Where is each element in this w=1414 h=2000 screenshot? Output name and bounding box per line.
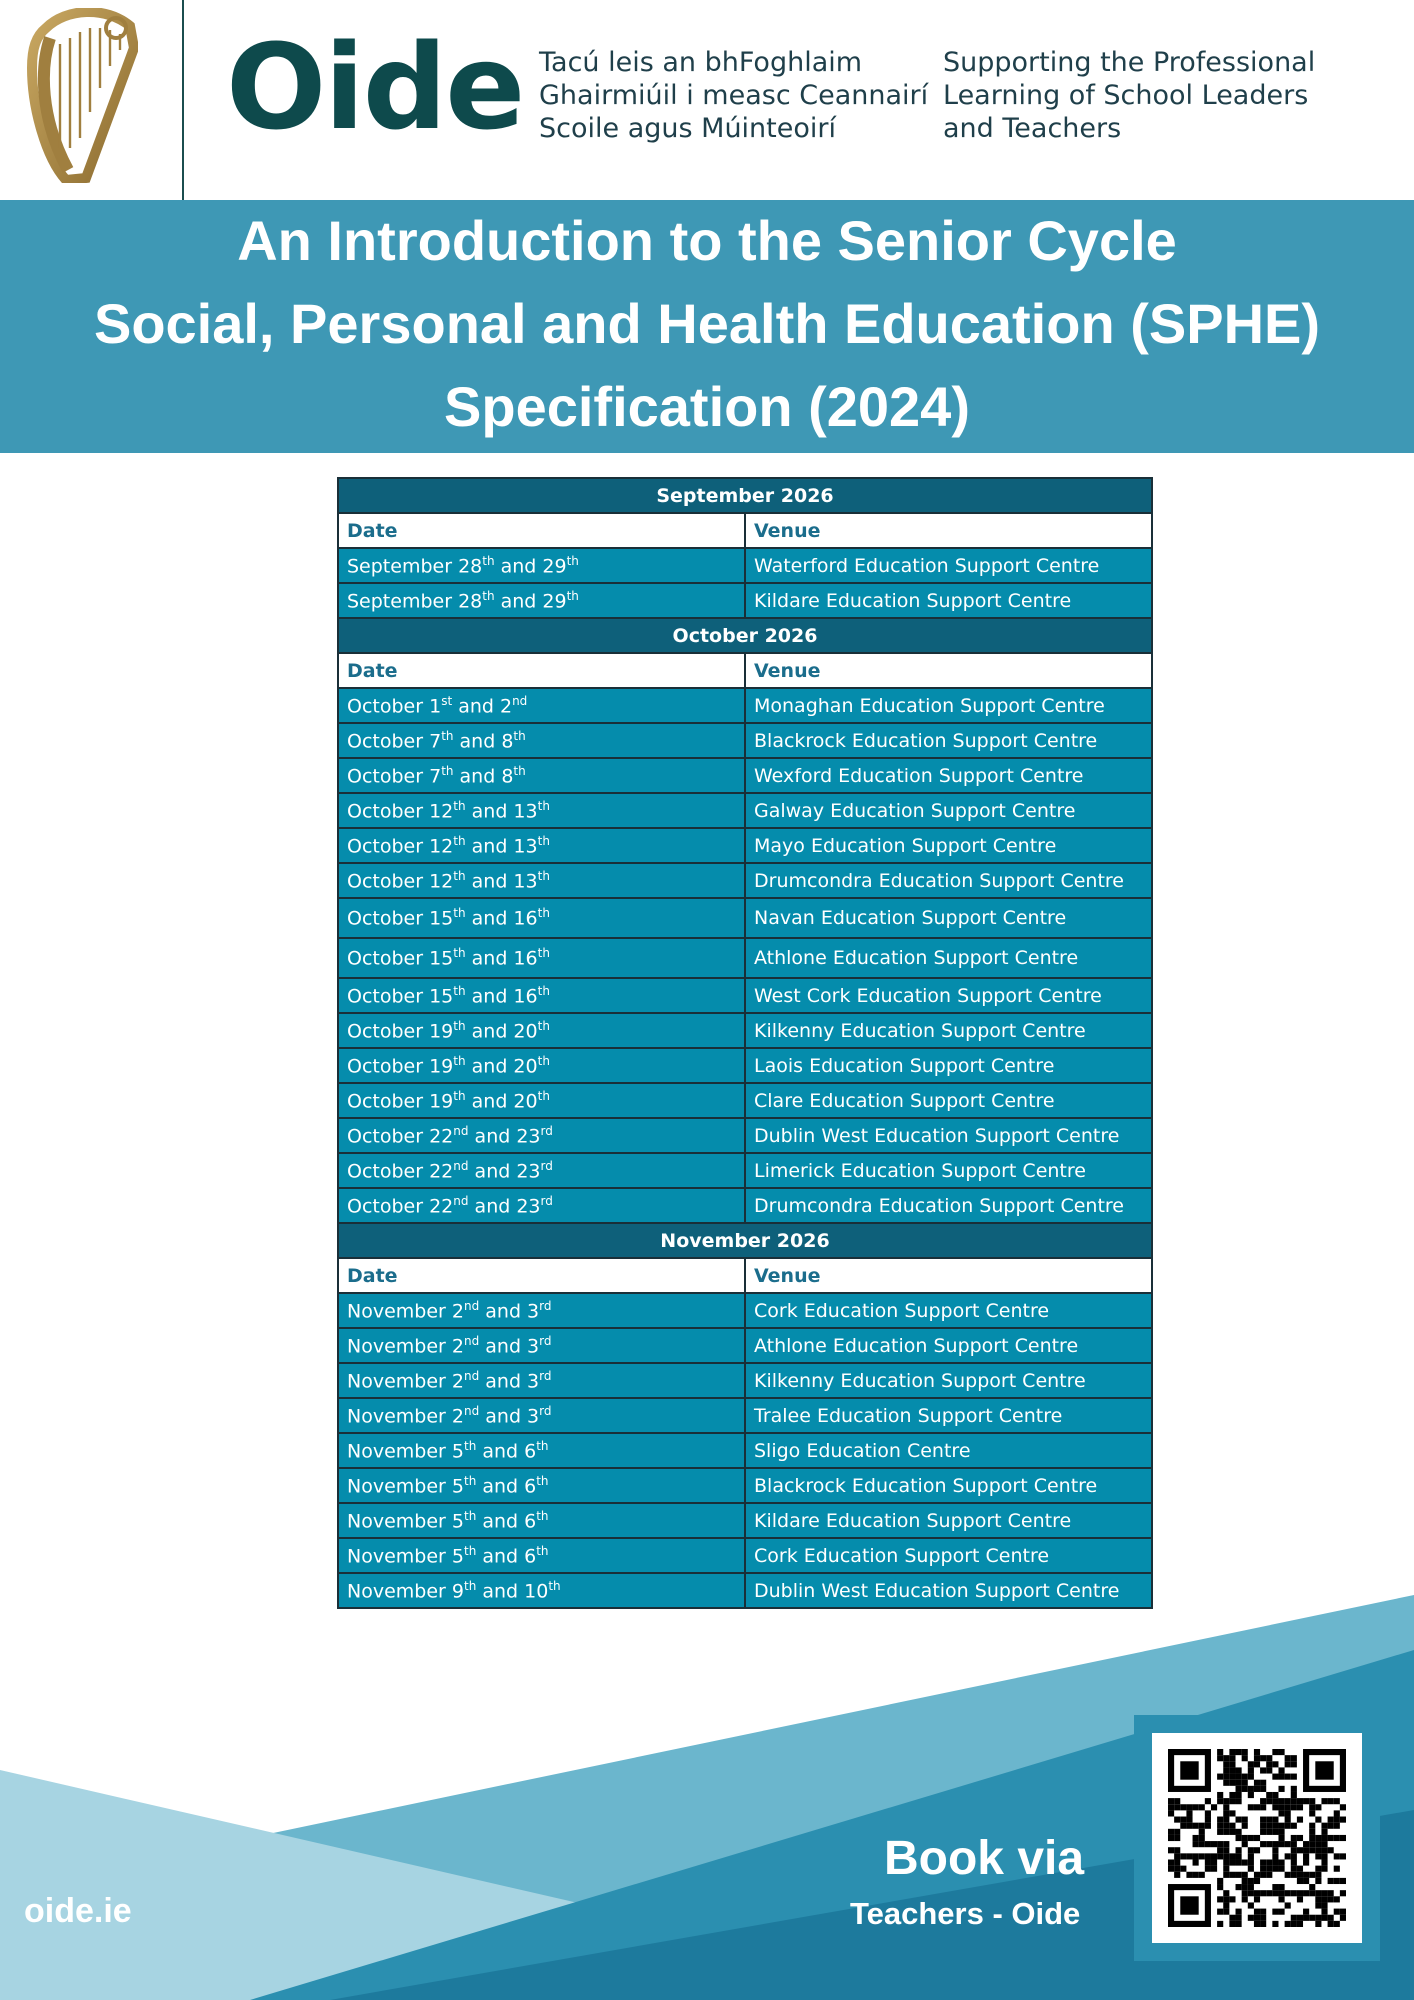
date-month: October xyxy=(347,1125,424,1148)
date-suffix: th xyxy=(482,588,495,603)
column-header-row xyxy=(338,1258,1152,1293)
month-header-row xyxy=(338,618,1152,653)
table-row xyxy=(338,1188,1152,1223)
date-month: October xyxy=(347,1160,424,1183)
date-month: October xyxy=(347,1020,424,1043)
date-suffix: th xyxy=(513,763,526,778)
date-suffix: th xyxy=(566,553,579,568)
date-suffix: rd xyxy=(539,1333,552,1348)
table-row xyxy=(338,793,1152,828)
date-day: 5 xyxy=(451,1545,464,1568)
venue-cell: Navan Education Support Centre xyxy=(745,898,1152,938)
table-row xyxy=(338,938,1152,978)
date-suffix: th xyxy=(537,1088,550,1103)
date-month: October xyxy=(347,947,424,970)
date-suffix: th xyxy=(537,983,550,998)
date-day: 12 xyxy=(429,870,454,893)
date-month: November xyxy=(347,1405,446,1428)
date-month: November xyxy=(347,1335,446,1358)
date-cell: October 15th and 16th xyxy=(338,938,745,978)
date-day: 22 xyxy=(429,1125,454,1148)
date-suffix: th xyxy=(463,1578,477,1593)
date-day: 23 xyxy=(516,1125,541,1148)
venue-cell: Blackrock Education Support Centre xyxy=(745,723,1152,758)
date-cell: October 22nd and 23rd xyxy=(338,1188,745,1223)
book-subheading: Teachers - Oide xyxy=(850,1896,1081,1931)
date-day: 12 xyxy=(429,800,454,823)
date-suffix: th xyxy=(537,906,550,921)
date-cell: October 12th and 13th xyxy=(338,793,745,828)
date-day: 3 xyxy=(527,1370,540,1393)
date-day: 28 xyxy=(458,555,483,578)
date-suffix: th xyxy=(566,588,579,603)
venue-cell: Waterford Education Support Centre xyxy=(745,548,1152,583)
date-month: November xyxy=(347,1580,446,1603)
date-day: 15 xyxy=(429,947,454,970)
qr-panel xyxy=(1152,1733,1362,1943)
date-cell: November 2nd and 3rd xyxy=(338,1363,745,1398)
date-suffix: th xyxy=(441,728,454,743)
date-cell: October 1st and 2nd xyxy=(338,688,745,723)
qr-frame xyxy=(1134,1715,1380,1961)
date-month: November xyxy=(347,1300,446,1323)
date-day: 6 xyxy=(524,1545,537,1568)
date-month: November xyxy=(347,1510,446,1533)
date-cell: October 22nd and 23rd xyxy=(338,1153,745,1188)
date-month: November xyxy=(347,1475,446,1498)
date-day: 23 xyxy=(516,1160,541,1183)
date-day: 13 xyxy=(513,835,538,858)
table-row xyxy=(338,548,1152,583)
table-row xyxy=(338,1013,1152,1048)
date-day: 1 xyxy=(429,695,442,718)
date-cell: November 5th and 6th xyxy=(338,1433,745,1468)
date-day: 20 xyxy=(513,1090,538,1113)
date-cell: October 7th and 8th xyxy=(338,723,745,758)
date-suffix: th xyxy=(537,1053,550,1068)
venue-cell: Kilkenny Education Support Centre xyxy=(745,1013,1152,1048)
date-day: 15 xyxy=(429,907,454,930)
date-suffix: th xyxy=(537,833,550,848)
date-suffix: th xyxy=(453,983,466,998)
tagline-irish-line: Tacú leis an bhFoghlaim xyxy=(539,47,863,78)
date-cell: October 7th and 8th xyxy=(338,758,745,793)
date-day: 22 xyxy=(429,1195,454,1218)
date-month: November xyxy=(347,1545,446,1568)
table-row xyxy=(338,1153,1152,1188)
table-row xyxy=(338,978,1152,1013)
date-month: September xyxy=(347,555,453,578)
date-suffix: th xyxy=(463,1473,477,1488)
date-suffix: rd xyxy=(540,1193,553,1208)
tagline-english-line: Learning of School Leaders xyxy=(943,80,1309,111)
date-day: 5 xyxy=(451,1510,464,1533)
table-row xyxy=(338,1083,1152,1118)
venue-cell: Mayo Education Support Centre xyxy=(745,828,1152,863)
date-day: 19 xyxy=(429,1055,454,1078)
date-day: 13 xyxy=(513,800,538,823)
date-month: October xyxy=(347,835,424,858)
date-suffix: th xyxy=(536,1508,549,1523)
table-row xyxy=(338,898,1152,938)
venue-cell: Dublin West Education Support Centre xyxy=(745,1573,1152,1608)
venue-cell: Galway Education Support Centre xyxy=(745,793,1152,828)
date-day: 7 xyxy=(429,765,442,788)
date-day: 6 xyxy=(524,1475,537,1498)
harp-icon xyxy=(26,8,138,183)
date-column-header: Date xyxy=(338,653,745,688)
date-cell: September 28th and 29th xyxy=(338,548,745,583)
table-row xyxy=(338,1328,1152,1363)
column-header-row xyxy=(338,513,1152,548)
date-day: 5 xyxy=(451,1440,464,1463)
venue-cell: Cork Education Support Centre xyxy=(745,1293,1152,1328)
venue-cell: Laois Education Support Centre xyxy=(745,1048,1152,1083)
date-suffix: th xyxy=(537,1018,550,1033)
date-day: 8 xyxy=(501,765,514,788)
date-month: October xyxy=(347,907,424,930)
date-suffix: th xyxy=(453,906,466,921)
venue-cell: Athlone Education Support Centre xyxy=(745,938,1152,978)
table-row xyxy=(338,1433,1152,1468)
table-row xyxy=(338,758,1152,793)
date-day: 2 xyxy=(499,695,513,718)
venue-cell: Sligo Education Centre xyxy=(745,1433,1152,1468)
date-month: October xyxy=(347,730,424,753)
month-header-row xyxy=(338,478,1152,513)
date-month: October xyxy=(347,1090,424,1113)
month-title: October 2026 xyxy=(338,618,1152,653)
date-suffix: th xyxy=(463,1438,477,1453)
date-suffix: th xyxy=(536,1543,549,1558)
table-row xyxy=(338,723,1152,758)
title-line-1: An Introduction to the Senior Cycle xyxy=(237,209,1177,272)
date-day: 5 xyxy=(451,1475,464,1498)
date-day: 16 xyxy=(513,985,538,1008)
date-cell: October 15th and 16th xyxy=(338,978,745,1013)
table-row xyxy=(338,1503,1152,1538)
date-day: 3 xyxy=(527,1335,540,1358)
date-day: 22 xyxy=(429,1160,454,1183)
date-suffix: nd xyxy=(512,693,528,708)
date-cell: October 12th and 13th xyxy=(338,828,745,863)
date-suffix: rd xyxy=(539,1368,552,1383)
venue-cell: Cork Education Support Centre xyxy=(745,1538,1152,1573)
date-suffix: th xyxy=(536,1473,549,1488)
date-suffix: nd xyxy=(463,1368,480,1383)
venue-column-header: Venue xyxy=(745,513,1152,548)
month-title: September 2026 xyxy=(338,478,1152,513)
date-day: 19 xyxy=(429,1090,454,1113)
tagline-english-line: Supporting the Professional xyxy=(943,47,1316,78)
page-header xyxy=(0,0,1414,200)
date-day: 6 xyxy=(524,1510,537,1533)
date-day: 7 xyxy=(429,730,442,753)
date-day: 13 xyxy=(513,870,538,893)
table-row xyxy=(338,863,1152,898)
date-day: 23 xyxy=(516,1195,541,1218)
date-day: 6 xyxy=(524,1440,537,1463)
header-divider xyxy=(182,0,184,200)
date-cell: October 12th and 13th xyxy=(338,863,745,898)
date-day: 16 xyxy=(513,947,538,970)
date-suffix: th xyxy=(453,833,466,848)
venue-cell: Kildare Education Support Centre xyxy=(745,583,1152,618)
date-month: November xyxy=(347,1370,446,1393)
date-column-header: Date xyxy=(338,513,745,548)
date-day: 29 xyxy=(542,590,567,613)
table-row xyxy=(338,1363,1152,1398)
month-header-row xyxy=(338,1223,1152,1258)
venue-cell: Clare Education Support Centre xyxy=(745,1083,1152,1118)
month-title: November 2026 xyxy=(338,1223,1152,1258)
date-suffix: th xyxy=(453,1053,466,1068)
title-line-2: Social, Personal and Health Education (SPHE) xyxy=(93,292,1321,355)
schedule-table xyxy=(337,477,1153,1609)
date-suffix: nd xyxy=(453,1158,469,1173)
date-suffix: th xyxy=(482,553,495,568)
venue-cell: West Cork Education Support Centre xyxy=(745,978,1152,1013)
date-suffix: nd xyxy=(453,1123,469,1138)
venue-cell: Wexford Education Support Centre xyxy=(745,758,1152,793)
date-day: 9 xyxy=(451,1580,464,1603)
date-suffix: th xyxy=(463,1508,477,1523)
date-suffix: th xyxy=(463,1543,477,1558)
date-month: October xyxy=(347,1195,424,1218)
date-suffix: th xyxy=(453,1088,466,1103)
date-day: 28 xyxy=(458,590,483,613)
date-cell: November 9th and 10th xyxy=(338,1573,745,1608)
brand-wordmark: Oide xyxy=(226,18,524,156)
tagline-irish-line: Scoile agus Múinteoirí xyxy=(539,113,836,144)
date-day: 2 xyxy=(451,1300,464,1323)
date-day: 12 xyxy=(429,835,454,858)
table-row xyxy=(338,583,1152,618)
venue-cell: Drumcondra Education Support Centre xyxy=(745,1188,1152,1223)
venue-cell: Limerick Education Support Centre xyxy=(745,1153,1152,1188)
date-suffix: th xyxy=(536,1438,549,1453)
qr-code-icon[interactable] xyxy=(1168,1749,1346,1927)
date-month: October xyxy=(347,1055,424,1078)
date-day: 2 xyxy=(451,1405,464,1428)
date-suffix: th xyxy=(537,798,550,813)
date-day: 20 xyxy=(513,1055,538,1078)
venue-cell: Monaghan Education Support Centre xyxy=(745,688,1152,723)
table-row xyxy=(338,688,1152,723)
venue-cell: Drumcondra Education Support Centre xyxy=(745,863,1152,898)
table-row xyxy=(338,1398,1152,1433)
date-day: 2 xyxy=(451,1335,464,1358)
date-cell: October 19th and 20th xyxy=(338,1048,745,1083)
date-suffix: nd xyxy=(463,1403,480,1418)
tagline-irish-line: Ghairmiúil i measc Ceannairí xyxy=(539,80,929,111)
date-day: 16 xyxy=(513,907,538,930)
table-row xyxy=(338,1468,1152,1503)
book-heading: Book via xyxy=(884,1832,1085,1885)
date-suffix: rd xyxy=(539,1403,552,1418)
date-cell: October 19th and 20th xyxy=(338,1013,745,1048)
date-day: 15 xyxy=(429,985,454,1008)
website-link[interactable]: oide.ie xyxy=(24,1892,132,1930)
date-suffix: nd xyxy=(453,1193,469,1208)
date-suffix: st xyxy=(441,693,453,708)
date-suffix: rd xyxy=(540,1158,553,1173)
column-header-row xyxy=(338,653,1152,688)
venue-cell: Kildare Education Support Centre xyxy=(745,1503,1152,1538)
tagline-english-line: and Teachers xyxy=(943,113,1122,144)
date-cell: November 2nd and 3rd xyxy=(338,1328,745,1363)
date-day: 3 xyxy=(527,1300,540,1323)
venue-cell: Kilkenny Education Support Centre xyxy=(745,1363,1152,1398)
date-cell: September 28th and 29th xyxy=(338,583,745,618)
date-suffix: th xyxy=(453,946,466,961)
date-cell: November 5th and 6th xyxy=(338,1538,745,1573)
date-cell: November 2nd and 3rd xyxy=(338,1293,745,1328)
date-month: October xyxy=(347,695,424,718)
tagline-english xyxy=(943,46,1315,145)
title-banner xyxy=(0,200,1414,453)
date-day: 8 xyxy=(501,730,514,753)
table-row xyxy=(338,1048,1152,1083)
date-month: September xyxy=(347,590,453,613)
date-day: 19 xyxy=(429,1020,454,1043)
date-month: October xyxy=(347,800,424,823)
date-day: 10 xyxy=(524,1580,549,1603)
date-day: 2 xyxy=(451,1370,464,1393)
date-month: November xyxy=(347,1440,446,1463)
venue-cell: Tralee Education Support Centre xyxy=(745,1398,1152,1433)
date-suffix: th xyxy=(441,763,454,778)
date-suffix: th xyxy=(453,868,466,883)
date-suffix: th xyxy=(548,1578,561,1593)
date-suffix: th xyxy=(537,946,550,961)
date-cell: November 5th and 6th xyxy=(338,1503,745,1538)
date-suffix: nd xyxy=(463,1298,480,1313)
date-suffix: th xyxy=(537,868,550,883)
date-cell: October 15th and 16th xyxy=(338,898,745,938)
date-suffix: th xyxy=(513,728,526,743)
venue-column-header: Venue xyxy=(745,653,1152,688)
date-column-header: Date xyxy=(338,1258,745,1293)
date-suffix: rd xyxy=(540,1123,553,1138)
date-day: 29 xyxy=(542,555,567,578)
date-suffix: rd xyxy=(539,1298,552,1313)
date-cell: October 22nd and 23rd xyxy=(338,1118,745,1153)
table-row xyxy=(338,1118,1152,1153)
date-month: October xyxy=(347,765,424,788)
table-row xyxy=(338,828,1152,863)
date-cell: November 2nd and 3rd xyxy=(338,1398,745,1433)
tagline-irish xyxy=(539,46,928,145)
table-row xyxy=(338,1293,1152,1328)
date-suffix: th xyxy=(453,1018,466,1033)
venue-cell: Dublin West Education Support Centre xyxy=(745,1118,1152,1153)
date-day: 3 xyxy=(527,1405,540,1428)
date-cell: October 19th and 20th xyxy=(338,1083,745,1118)
venue-cell: Blackrock Education Support Centre xyxy=(745,1468,1152,1503)
date-suffix: nd xyxy=(463,1333,480,1348)
date-month: October xyxy=(347,870,424,893)
date-cell: November 5th and 6th xyxy=(338,1468,745,1503)
venue-column-header: Venue xyxy=(745,1258,1152,1293)
title-line-3: Specification (2024) xyxy=(444,375,970,438)
date-day: 20 xyxy=(513,1020,538,1043)
date-month: October xyxy=(347,985,424,1008)
date-suffix: th xyxy=(453,798,466,813)
venue-cell: Athlone Education Support Centre xyxy=(745,1328,1152,1363)
